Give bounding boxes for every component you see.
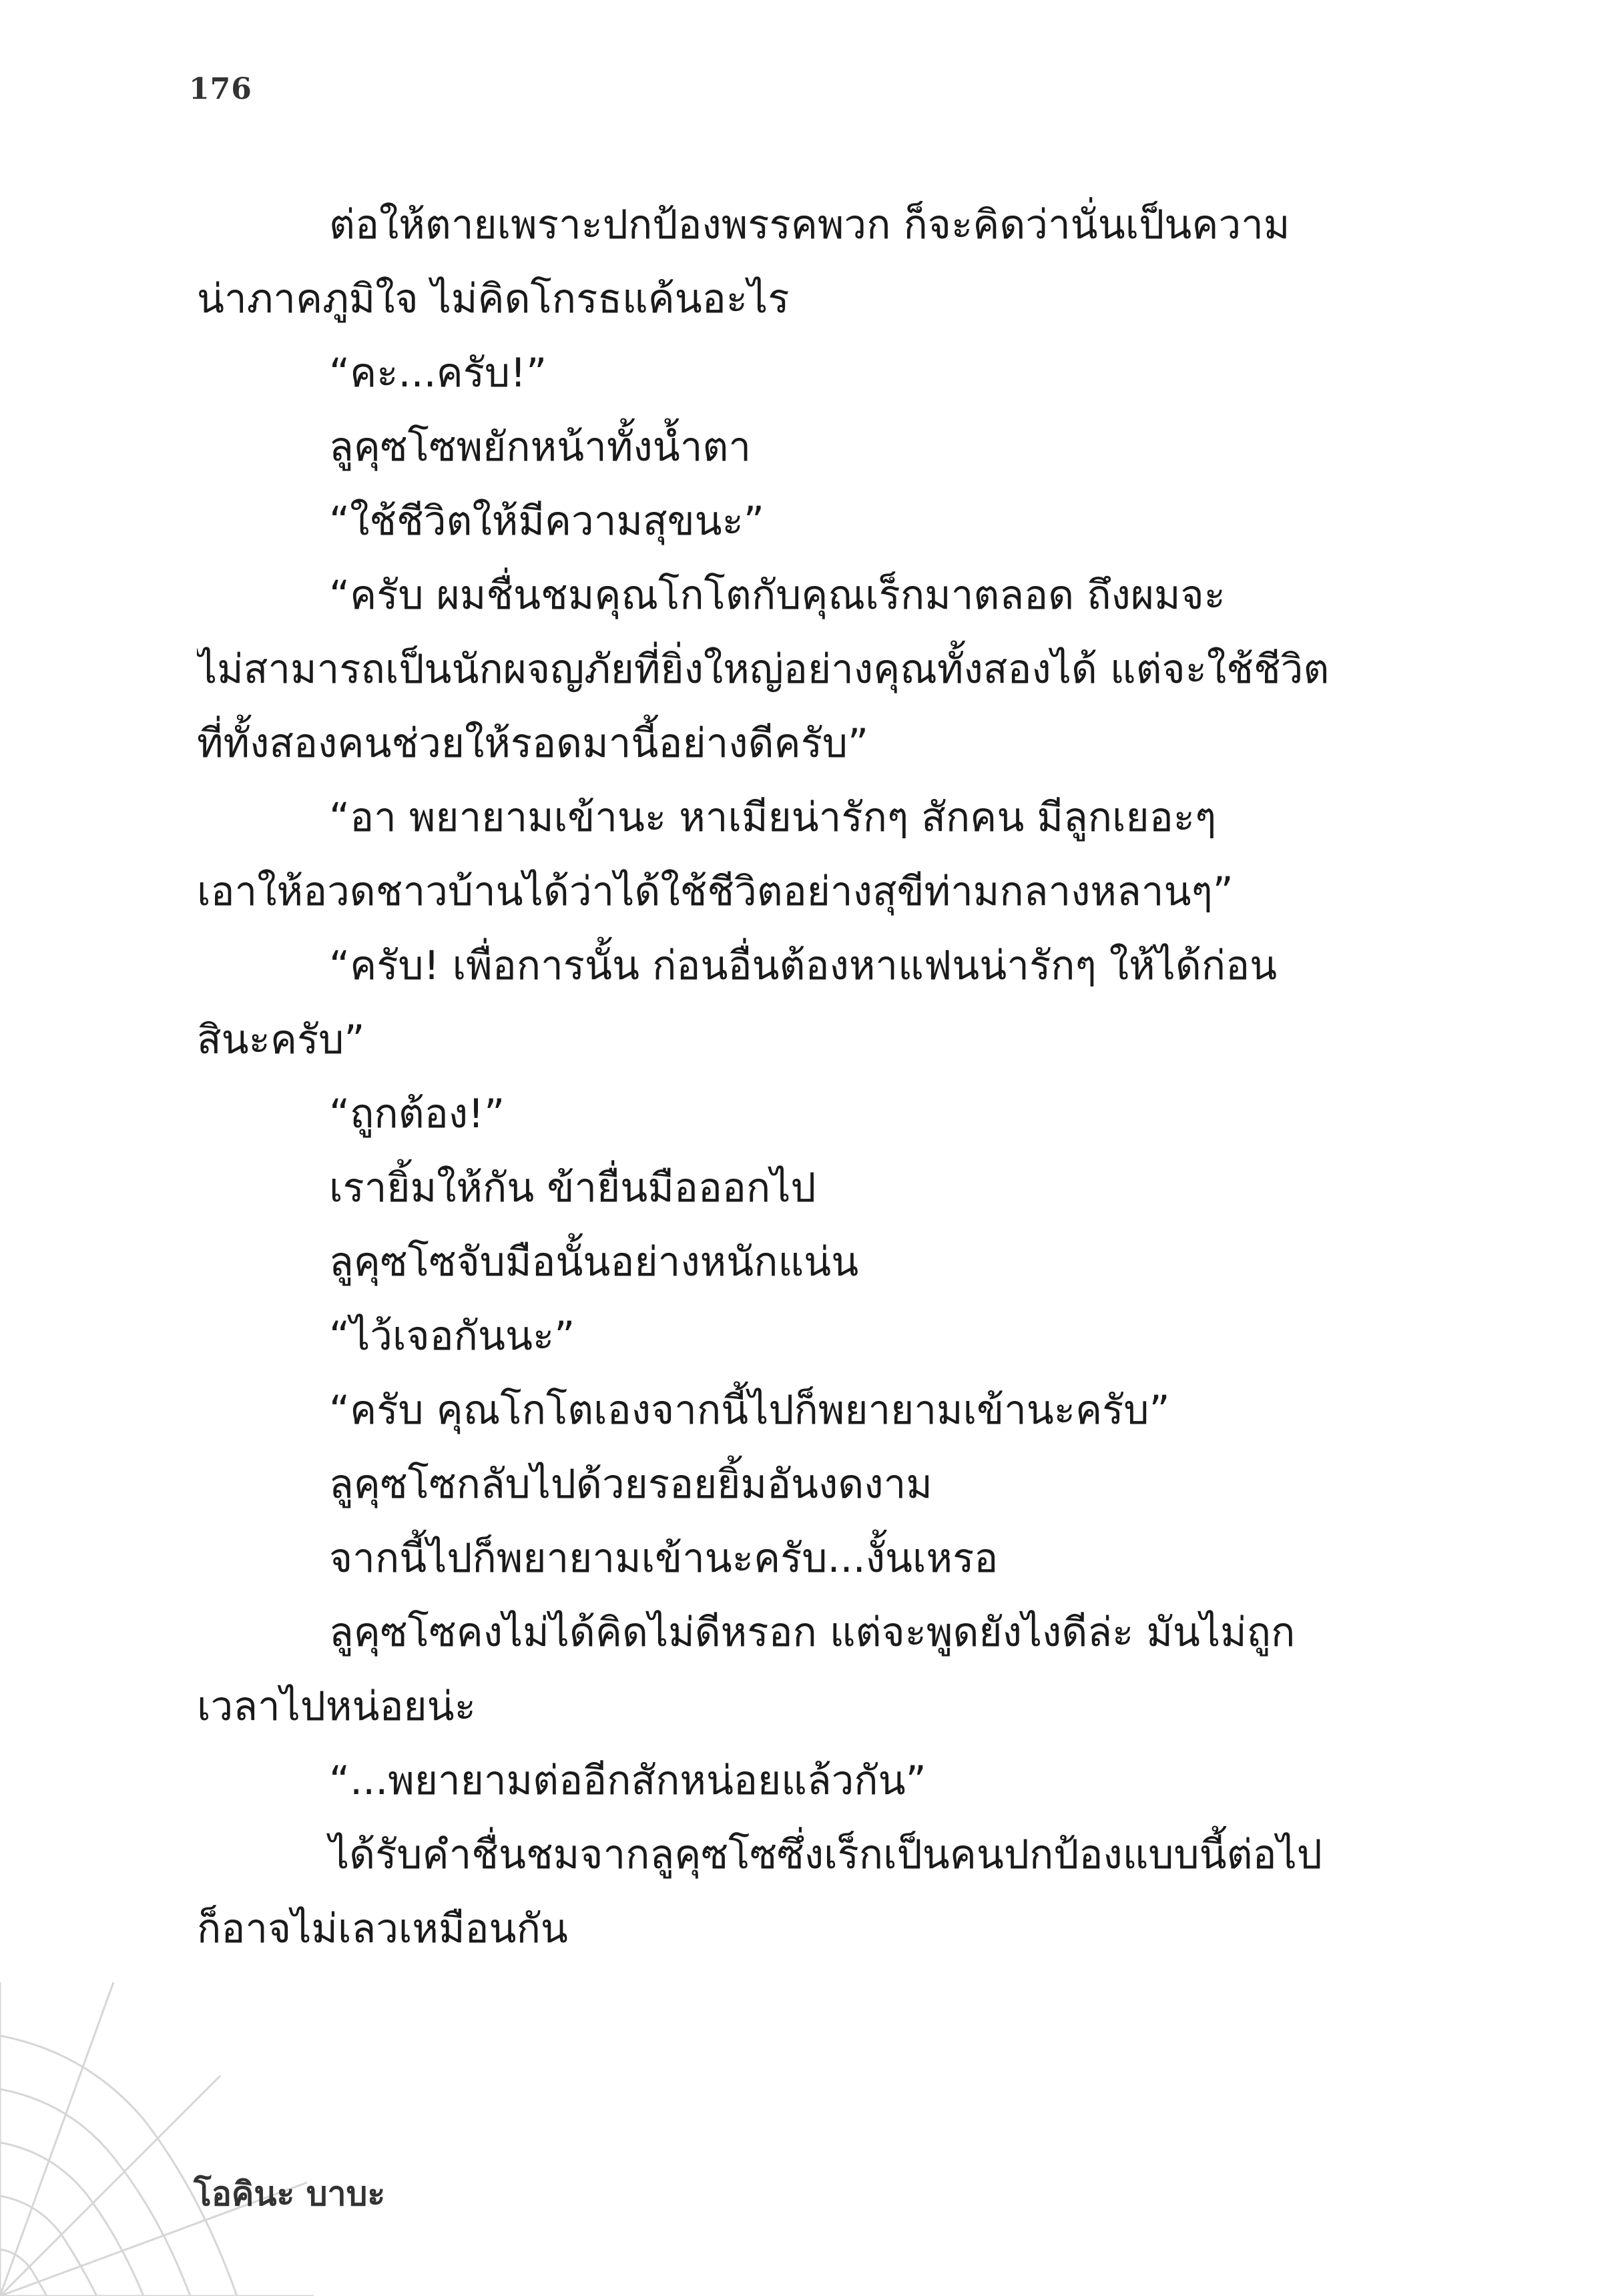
text-line: “ใช้ชีวิตให้มีความสุขนะ” — [329, 498, 764, 545]
body-text — [197, 188, 1378, 1966]
text-line: “ครับ คุณโกโตเองจากนี้ไปก็พยายามเข้านะครับ” — [329, 1387, 1170, 1434]
text-line: สินะครับ” — [197, 1017, 365, 1063]
text-line: น่าภาคภูมิใจ ไม่คิดโกรธแค้นอะไร — [197, 276, 790, 322]
text-line: เอาให้อวดชาวบ้านได้ว่าได้ใช้ชีวิตอย่างสุขีท่ามกลางหลานๆ” — [197, 868, 1234, 915]
text-line: ไม่สามารถเป็นนักผจญภัยที่ยิ่งใหญ่อย่างคุณทั้งสองได้ แต่จะใช้ชีวิต — [197, 646, 1330, 693]
text-line: เวลาไปหน่อยน่ะ — [197, 1683, 476, 1730]
text-line: เรายิ้มให้กัน ข้ายื่นมือออกไป — [329, 1165, 816, 1211]
spider-web-icon — [0, 1982, 314, 2296]
text-line: “อา พยายามเข้านะ หาเมียน่ารักๆ สักคน มีลูกเยอะๆ — [329, 794, 1217, 841]
text-line: ลูคุซโซคงไม่ได้คิดไม่ดีหรอก แต่จะพูดยังไงดีล่ะ มันไม่ถูก — [329, 1609, 1296, 1656]
text-line: “คะ...ครับ!” — [329, 350, 547, 396]
text-line: “...พยายามต่ออีกสักหน่อยแล้วกัน” — [329, 1757, 926, 1804]
text-line: ที่ทั้งสองคนช่วยให้รอดมานี้อย่างดีครับ” — [197, 720, 869, 767]
text-line: ได้รับคำชื่นชมจากลูคุซโซซึ่งเร็กเป็นคนปกป้องแบบนี้ต่อไป — [329, 1831, 1322, 1878]
text-line: ลูคุซโซพยักหน้าทั้งน้ำตา — [329, 424, 752, 471]
footer-author: โอคินะ บาบะ — [194, 2175, 386, 2213]
text-line: ก็อาจไม่เลวเหมือนกัน — [197, 1906, 568, 1952]
text-line: “ครับ! เพื่อการนั้น ก่อนอื่นต้องหาแฟนน่ารักๆ ให้ได้ก่อน — [329, 942, 1278, 989]
text-line: ลูคุซโซกลับไปด้วยรอยยิ้มอันงดงาม — [329, 1461, 932, 1508]
text-line: “ครับ ผมชื่นชมคุณโกโตกับคุณเร็กมาตลอด ถึงผมจะ — [329, 572, 1226, 619]
text-line: “ไว้เจอกันนะ” — [329, 1313, 575, 1360]
text-line: ต่อให้ตายเพราะปกป้องพรรคพวก ก็จะคิดว่านั่นเป็นความ — [329, 202, 1290, 248]
text-line: จากนี้ไปก็พยายามเข้านะครับ...งั้นเหรอ — [329, 1535, 999, 1582]
text-line: “ถูกต้อง!” — [329, 1091, 505, 1137]
page-number: 176 — [189, 72, 252, 106]
text-line: ลูคุซโซจับมือนั้นอย่างหนักแน่น — [329, 1239, 859, 1285]
